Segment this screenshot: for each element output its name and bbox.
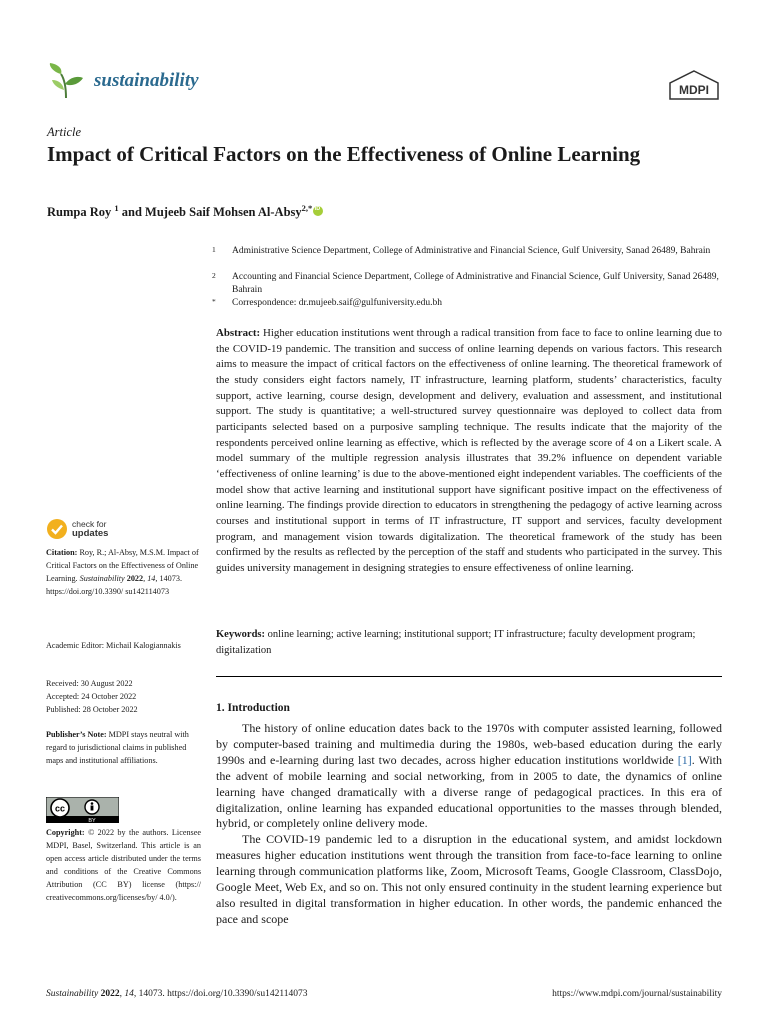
article-type: Article bbox=[47, 125, 82, 139]
citation-text: Roy, R.; Al-Absy, M.S.M. Impact of Critical Factors on the Effectiveness of Online Learning. bbox=[46, 548, 199, 584]
intro-text: The history of online education dates back to the 1970s with computer assisted learning, followed by computer-based training and multimedia during the 1980s, web-based education during the early 1990s and e-learning during last two decades, across higher education institutions worldwide bbox=[216, 721, 722, 767]
accepted-date: Accepted: 24 October 2022 bbox=[46, 692, 137, 702]
citation-label: Citation: bbox=[46, 548, 78, 557]
keywords-label: Keywords: bbox=[216, 629, 265, 640]
correspondence-text[interactable]: Correspondence: dr.mujeeb.saif@gulfuniversity.edu.bh bbox=[232, 298, 442, 308]
footer-journal: Sustainability bbox=[46, 989, 99, 999]
check-for-updates-badge[interactable] bbox=[46, 516, 126, 544]
footer-journal-url[interactable]: https://www.mdpi.com/journal/sustainability bbox=[552, 989, 722, 999]
mdpi-logo-icon[interactable] bbox=[668, 70, 720, 100]
section-divider bbox=[216, 676, 722, 677]
intro-paragraph-2: The COVID-19 pandemic led to a disruption in the educational system, and amidst lockdown measures higher education institutions went through the transition from face-to-face learning to online learning through communication platforms like, Zoom, Microsoft Teams, Google Classroom, ClassDojo, Google Meet, Web Ex, and so on. This not only ensured continuity in the student learning experience but also resulted in digital transformation in higher education. In other words, the pandemic enhanced the pace and scope bbox=[216, 832, 722, 926]
affiliation-text: Administrative Science Department, College of Administrative and Financial Science, Gulf University, Sanad 26489, Bahrain bbox=[232, 246, 711, 256]
publishers-note bbox=[46, 728, 201, 767]
abstract-text: Higher education institutions went through a radical transition from face to face to online learning due to the COVID-19 pandemic. The transition and success of online learning depends on various factors. This research aims to measure the impact of critical factors on the effectiveness of online learning. The theoretical framework of the study considers eight factors namely, IT infrastructure, learning platform, students’ characteristics, faculty support, active learning, course design, development and delivery, evaluation and assessment, and institutional support. The study is quantitative; a well-structured survey questionnaire was deployed to collect data from participants selected based on a purposive sampling technique. The results indicate that the majority of the respondents perceived online learning as effective, which is reflected by the average score of 4 on a Likert scale. A model summary of the multiple regression analysis illustrates that 39.2% influence on dependent variable ‘effectiveness of online learning’ is due to the above-mentioned eight independent variables. The coefficients of the model show that active learning and institutional support have significant positive impact on the effectiveness of online learning. The findings provide direction to educators in strengthening the pedagogy of active learning across courses and institutional support in terms of IT infrastructure, IT support and services, faculty development program, and management vision towards digitalization. The theoretical framework of the study has been confirmed by the results as reflected by the perception of the staff and students who participated in the survey. This guides university management in designing strategies to ensure effectiveness of online learning. bbox=[216, 327, 722, 574]
correspondence bbox=[212, 297, 722, 310]
received-date: Received: 30 August 2022 bbox=[46, 679, 133, 688]
footer-doi[interactable]: , 14073. https://doi.org/10.3390/su142114073 bbox=[133, 989, 308, 999]
section-heading: 1. Introduction bbox=[216, 702, 290, 714]
author-line bbox=[47, 203, 323, 220]
footer-year: 2022 bbox=[100, 989, 120, 999]
author-and: and bbox=[121, 205, 142, 220]
abstract-label: Abstract: bbox=[216, 327, 261, 339]
author-1-affil: 1 bbox=[114, 203, 119, 213]
copyright-label: Copyright: bbox=[46, 828, 85, 837]
check-updates-line1: check for bbox=[72, 519, 107, 529]
footer-volume: 14 bbox=[124, 989, 134, 999]
citation-block: Citation: Roy, R.; Al-Absy, M.S.M. Impact of Critical Factors on the Effectiveness of Online Learning. Sustainability 2022, 14, 14073. https://doi.org/10.3390/ su142114073 bbox=[46, 548, 199, 597]
keywords bbox=[216, 627, 722, 658]
author-2-affil: 2,* bbox=[301, 203, 313, 213]
affiliation-number: * bbox=[212, 297, 216, 306]
footer-citation: Sustainability 2022, 14, 14073. https://doi.org/10.3390/su142114073 bbox=[46, 989, 308, 999]
sustainability-leaf-logo-icon bbox=[47, 62, 85, 100]
citation-journal: Sustainability bbox=[79, 574, 125, 584]
affiliation-1 bbox=[212, 245, 722, 258]
citation-volume: 14 bbox=[147, 574, 156, 584]
cc-by-license-icon[interactable] bbox=[46, 797, 119, 823]
cc-by-label: BY bbox=[88, 818, 96, 823]
check-updates-icon bbox=[46, 518, 68, 540]
copyright-block bbox=[46, 826, 201, 905]
author-2[interactable]: Mujeeb Saif Mohsen Al-Absy bbox=[145, 205, 302, 220]
pubnote-label: Publisher’s Note: bbox=[46, 730, 107, 739]
affiliation-number: 1 bbox=[212, 245, 216, 254]
editor-label: Academic Editor: bbox=[46, 641, 104, 650]
published-date: Published: 28 October 2022 bbox=[46, 705, 138, 715]
citation-doi[interactable]: , 14073. https://doi.org/10.3390/ su142114073 bbox=[46, 574, 182, 597]
introduction-body bbox=[216, 721, 722, 928]
intro-text: . With the advent of mobile learning and social networking, from in 2005 to date, the dynamics of online learning have changed dramatically with a diverse range of pedagogical practices. In this era of digitalization, online learning has expanded educational opportunities to the masses through blended, hybrid, or completely online delivery mode. bbox=[216, 752, 723, 831]
check-updates-line2: updates bbox=[72, 528, 109, 539]
academic-editor bbox=[46, 639, 201, 652]
mdpi-logo-text: MDPI bbox=[679, 83, 709, 97]
affiliation-number: 2 bbox=[212, 271, 216, 280]
check-updates-text bbox=[72, 520, 108, 538]
dates-block bbox=[46, 677, 201, 716]
abstract bbox=[216, 326, 722, 577]
affiliation-2 bbox=[212, 271, 722, 297]
editor-name: Michail Kalogiannakis bbox=[106, 641, 181, 650]
journal-name[interactable]: sustainability bbox=[94, 70, 199, 91]
citation-link[interactable]: [1] bbox=[677, 752, 692, 767]
keywords-text: online learning; active learning; institutional support; IT infrastructure; faculty development program; digitalization bbox=[216, 629, 696, 656]
citation-year: 2022 bbox=[126, 574, 144, 584]
intro-paragraph-1 bbox=[216, 721, 722, 832]
copyright-text: © 2022 by the authors. Licensee MDPI, Basel, Switzerland. This article is an open access article distributed under the terms and conditions of the Creative Commons Attribution (CC BY) license (https:// creativecommons.org/licenses/by/ 4.0/). bbox=[46, 828, 202, 903]
svg-text:cc: cc bbox=[54, 803, 66, 814]
pubnote-text: MDPI stays neutral with regard to jurisdictional claims in published maps and institutional affiliations. bbox=[46, 730, 189, 766]
affiliation-text: Accounting and Financial Science Department, College of Administrative and Financial Science, Gulf University, Sanad 26489, Bahrain bbox=[232, 272, 719, 295]
orcid-icon[interactable] bbox=[313, 206, 323, 216]
article-title: Impact of Critical Factors on the Effectiveness of Online Learning bbox=[47, 142, 641, 166]
author-1[interactable]: Rumpa Roy bbox=[47, 205, 112, 220]
